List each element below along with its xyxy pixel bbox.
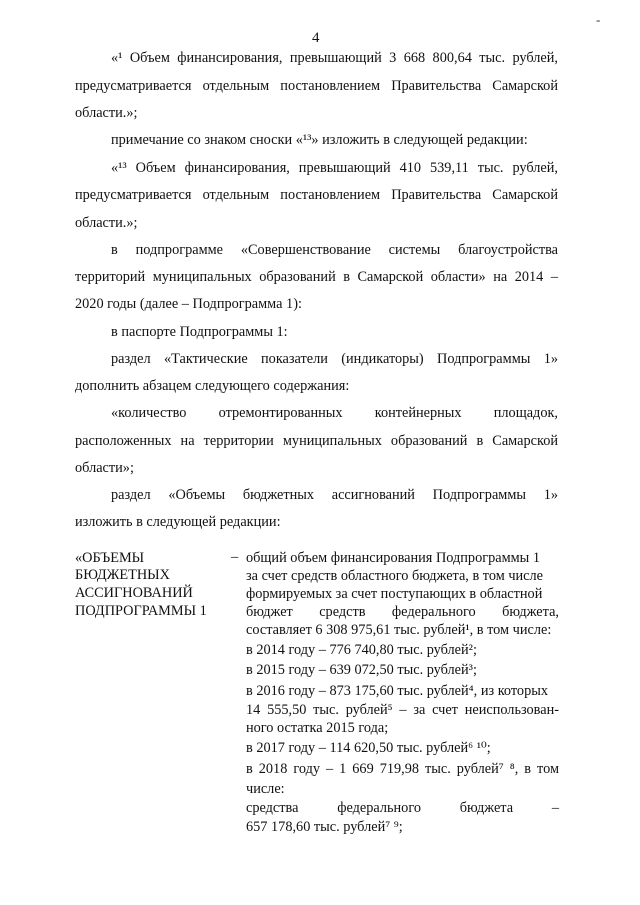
table-right-line-11: в 2017 году – 114 620,50 тыс. рублей⁶ ¹⁰; [246, 740, 491, 756]
page-number: 4 [312, 30, 320, 46]
table-right-line-13: числе: [246, 781, 285, 797]
paragraph-8-line-1: раздел «Объемы бюджетных ассигнований Подпрограммы 1» [111, 487, 558, 503]
paragraph-1-line-2: предусматривается отдельным постановлением Правительства Самарской [75, 78, 558, 94]
table-right-line-12: в 2018 году – 1 669 719,98 тыс. рублей⁷ ⁸, в том [246, 761, 559, 777]
table-right-line-2: за счет средств областного бюджета, в том числе [246, 568, 544, 584]
paragraph-1-line-3: области.»; [75, 105, 138, 121]
table-right-line-10: ного остатка 2015 года; [246, 720, 389, 736]
paragraph-7-line-3: области»; [75, 460, 134, 476]
table-right-line-1: общий объем финансирования Подпрограммы 1 [246, 550, 541, 566]
table-right-line-8: в 2016 году – 873 175,60 тыс. рублей⁴, из которых [246, 683, 548, 699]
corner-mark: - [596, 12, 601, 27]
paragraph-3-line-3: области.»; [75, 215, 138, 231]
paragraph-5-line-1: в паспорте Подпрограммы 1: [111, 324, 288, 340]
table-left-line-3: АССИГНОВАНИЙ [75, 585, 193, 601]
paragraph-3-line-1: «¹³ Объем финансирования, превышающий 410 539,11 тыс. рублей, [111, 160, 558, 176]
paragraph-4-line-3: 2020 годы (далее – Подпрограмма 1): [75, 296, 302, 312]
paragraph-7-line-2: расположенных на территории муниципальных образований в Самарской [75, 433, 558, 449]
table-right-line-6: в 2014 году – 776 740,80 тыс. рублей²; [246, 642, 477, 658]
table-right-line-9: 14 555,50 тыс. рублей⁵ – за счет неиспользован- [246, 702, 559, 718]
paragraph-6-line-2: дополнить абзацем следующего содержания: [75, 378, 350, 394]
table-right-line-5: составляет 6 308 975,61 тыс. рублей¹, в том числе: [246, 622, 552, 638]
paragraph-4-line-2: территорий муниципальных образований в Самарской области» на 2014 – [75, 269, 558, 285]
paragraph-2-line-1: примечание со знаком сноски «¹³» изложить в следующей редакции: [111, 132, 528, 148]
paragraph-6-line-1: раздел «Тактические показатели (индикаторы) Подпрограммы 1» [111, 351, 558, 367]
table-left-line-1: «ОБЪЕМЫ [75, 550, 145, 566]
table-right-line-15: 657 178,60 тыс. рублей⁷ ⁹; [246, 819, 403, 835]
table-left-line-4: ПОДПРОГРАММЫ 1 [75, 603, 207, 619]
table-dash: – [231, 549, 239, 565]
table-left-line-2: БЮДЖЕТНЫХ [75, 567, 170, 583]
table-right-line-14: средства федерального бюджета – [246, 800, 559, 816]
paragraph-3-line-2: предусматривается отдельным постановлением Правительства Самарской [75, 187, 558, 203]
table-right-line-7: в 2015 году – 639 072,50 тыс. рублей³; [246, 662, 477, 678]
paragraph-8-line-2: изложить в следующей редакции: [75, 514, 281, 530]
paragraph-7-line-1: «количество отремонтированных контейнерных площадок, [111, 405, 558, 421]
paragraph-1-line-1: «¹ Объем финансирования, превышающий 3 668 800,64 тыс. рублей, [111, 50, 558, 66]
table-right-line-3: формируемых за счет поступающих в областной [246, 586, 543, 602]
paragraph-4-line-1: в подпрограмме «Совершенствование системы благоустройства [111, 242, 558, 258]
table-right-line-4: бюджет средств федерального бюджета, [246, 604, 559, 620]
